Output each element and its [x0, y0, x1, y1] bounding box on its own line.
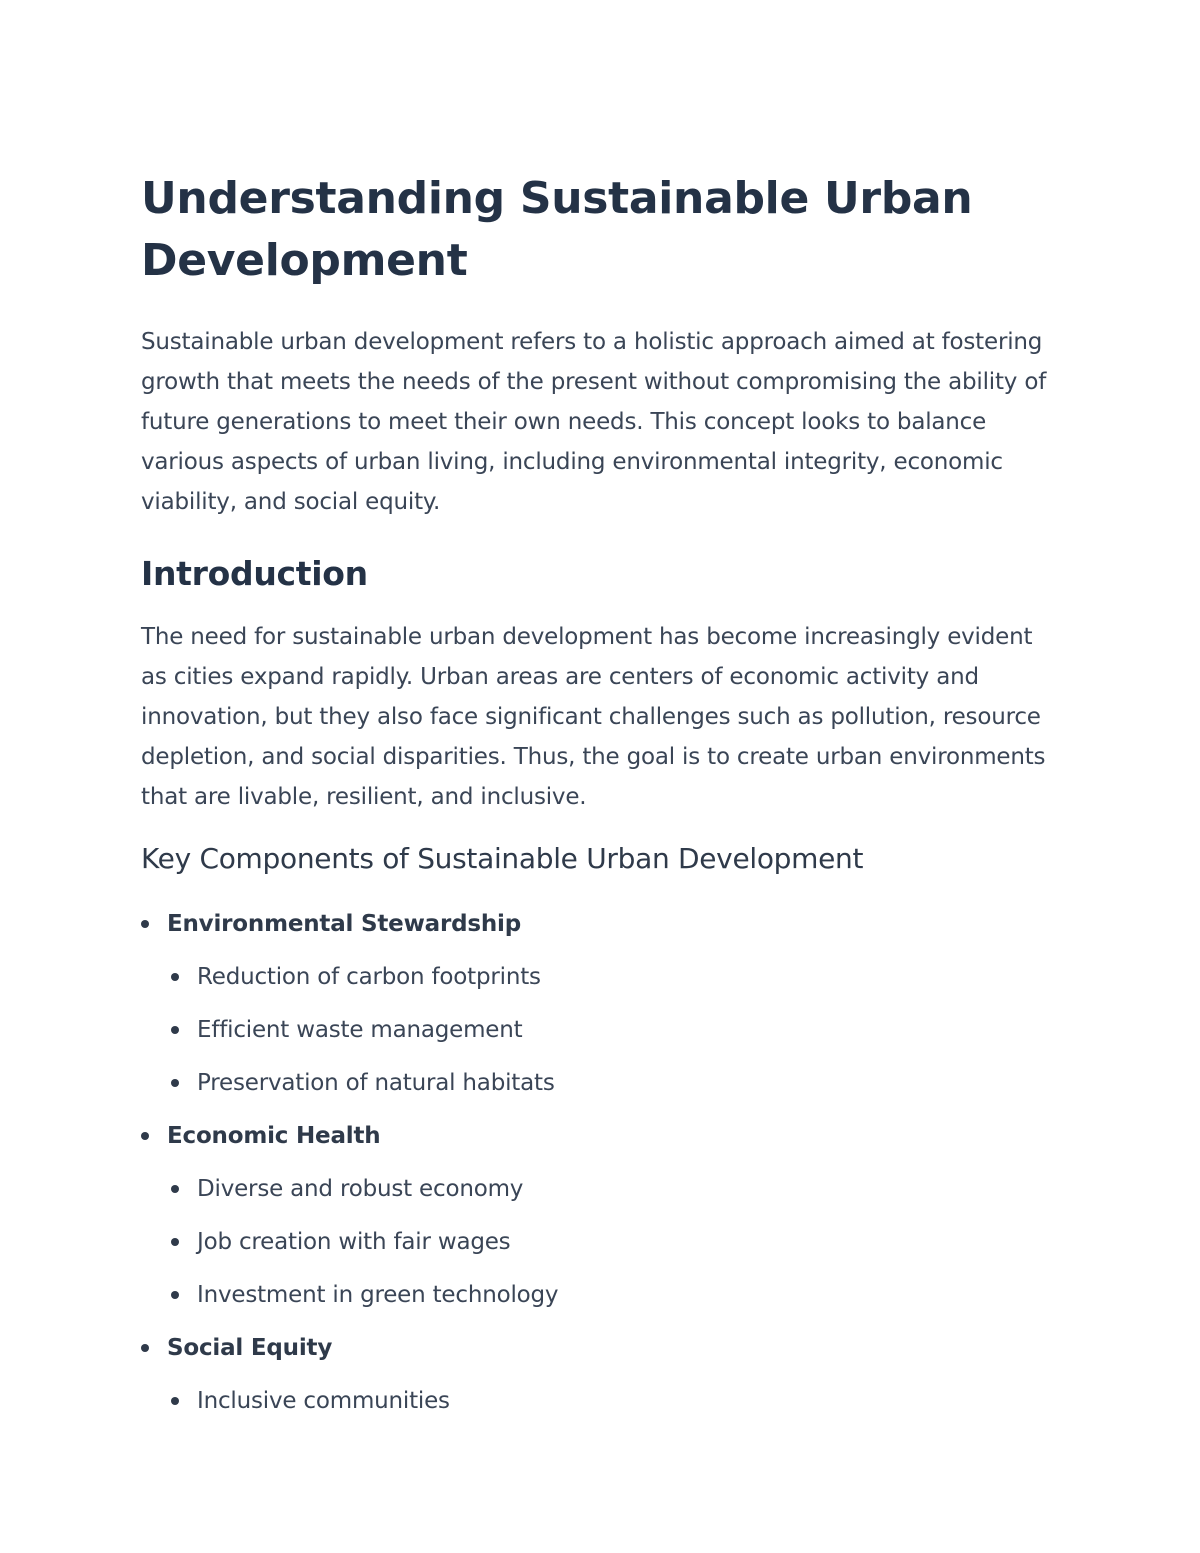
list-item-label: Preservation of natural habitats — [197, 1069, 555, 1096]
list-item-label: Job creation with fair wages — [197, 1228, 511, 1255]
component-sublist — [141, 1162, 1050, 1321]
component-item-economic-health — [141, 1109, 1050, 1321]
bullet-icon — [171, 1238, 179, 1246]
document-title — [141, 168, 1050, 292]
list-item — [171, 1374, 1050, 1427]
key-components-list — [141, 897, 1050, 1427]
bullet-icon — [171, 1185, 179, 1193]
component-row — [141, 1109, 1050, 1162]
intro-paragraph: Sustainable urban development refers to a holistic approach aimed at fostering growth that meets the needs of the present without compromising the ability of future generations to meet their own needs. This concept looks to balance various aspects of urban living, including environmental integrity, economic viability, and social equity. — [141, 329, 1047, 515]
list-item — [171, 1162, 1050, 1215]
introduction-paragraph: The need for sustainable urban development has become increasingly evident as cities expand rapidly. Urban areas are centers of economic activity and innovation, but they also face significant challenges such as pollution, resource depletion, and social disparities. Thus, the goal is to create urban environments that are livable, resilient, and inclusive. — [141, 624, 1046, 810]
bullet-icon — [171, 1026, 179, 1034]
component-label: Environmental Stewardship — [167, 910, 521, 937]
list-item-label: Efficient waste management — [197, 1016, 523, 1043]
key-components-heading: Key Components of Sustainable Urban Development — [141, 842, 864, 875]
list-item — [171, 1056, 1050, 1109]
bullet-icon — [141, 1132, 149, 1140]
bullet-icon — [141, 1344, 149, 1352]
component-row — [141, 1321, 1050, 1374]
component-row — [141, 897, 1050, 950]
bullet-icon — [171, 1397, 179, 1405]
bullet-icon — [171, 1079, 179, 1087]
list-item — [171, 1003, 1050, 1056]
component-sublist — [141, 1374, 1050, 1427]
list-item-label: Investment in green technology — [197, 1281, 559, 1308]
introduction-heading: Introduction — [141, 554, 368, 593]
list-item-label: Reduction of carbon footprints — [197, 963, 541, 990]
bullet-icon — [171, 1291, 179, 1299]
list-item-label: Diverse and robust economy — [197, 1175, 524, 1202]
component-item-social-equity — [141, 1321, 1050, 1427]
bullet-icon — [171, 973, 179, 981]
list-item — [171, 950, 1050, 1003]
list-item-label: Inclusive communities — [197, 1387, 450, 1414]
bullet-icon — [141, 920, 149, 928]
document-title-line-2: Development — [141, 235, 468, 286]
document-title-line-1: Understanding Sustainable Urban — [141, 173, 973, 224]
component-label: Social Equity — [167, 1334, 333, 1361]
list-item — [171, 1215, 1050, 1268]
list-item — [171, 1268, 1050, 1321]
component-label: Economic Health — [167, 1122, 381, 1149]
component-sublist — [141, 950, 1050, 1109]
component-item-environmental-stewardship — [141, 897, 1050, 1109]
